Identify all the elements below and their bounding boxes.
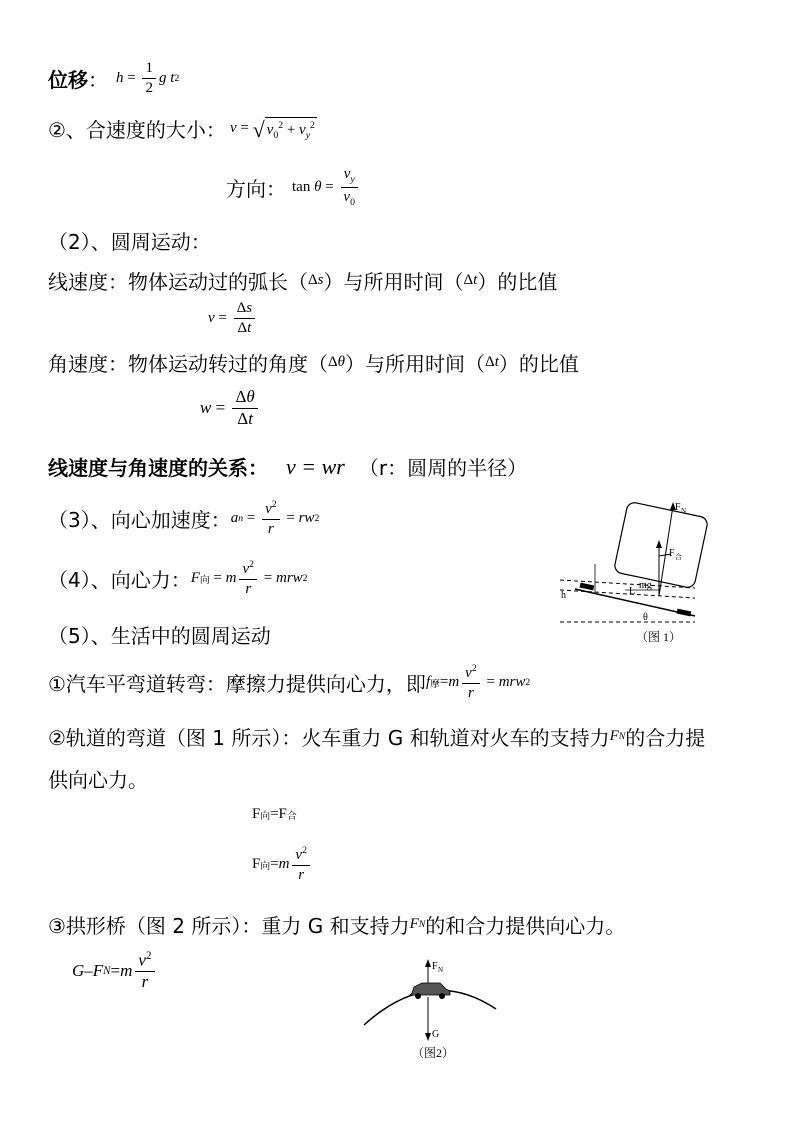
figure-2-caption: （图2） <box>412 1046 455 1060</box>
fn-symbol: F N <box>609 728 626 744</box>
circular-motion-heading <box>48 226 211 255</box>
centripetal-acceleration-formula: a n = $\frac{v^2}{r}$ = rw 2 <box>230 499 320 537</box>
rail-curve-text-a: ②轨道的弯道（图 1 所示）：火车重力 G 和轨道对火车的支持力 <box>48 726 610 750</box>
linear-velocity-formula: v = $\frac{\Delta s}{\Delta t}$ <box>208 300 258 336</box>
angular-velocity-formula: w = $\frac{\Delta\theta}{\Delta t}$ <box>200 388 261 428</box>
resultant-velocity-label: ②、合速度的大小： <box>48 118 226 142</box>
daily-life-heading <box>48 620 271 649</box>
svg-text:L: L <box>629 586 636 597</box>
fn-symbol-2: F N <box>409 916 426 932</box>
arch-bridge-text-b: 的和合力提供向心力。 <box>425 914 626 938</box>
centripetal-acceleration-label: （3）、向心加速度： <box>48 508 231 532</box>
car-turn-label: ①汽车平弯道转弯：摩擦力提供向心力，即 <box>48 672 426 696</box>
circular-motion-label: （2）、圆周运动： <box>48 230 211 254</box>
displacement-line <box>48 60 179 96</box>
rail-force-formula: F 向 = m $\frac{v^2}{r}$ <box>252 846 313 883</box>
linear-velocity-text-c: ）的比值 <box>477 270 558 294</box>
svg-text:F: F <box>432 961 438 972</box>
centripetal-force-line <box>48 560 308 597</box>
angular-velocity-text-c: ）的比值 <box>498 352 579 376</box>
svg-text:G: G <box>432 1029 440 1040</box>
centripetal-acceleration-line <box>48 500 319 537</box>
rail-curve-line <box>48 722 705 751</box>
centripetal-force-label: （4）、向心力： <box>48 568 191 592</box>
friction-formula: f 摩 = m $\frac{v^2}{r}$ = mrw 2 <box>425 663 531 701</box>
linear-velocity-text-b: ）与所用时间（ <box>323 270 464 294</box>
angular-velocity-text-a: 角速度：物体运动转过的角度（ <box>48 352 328 376</box>
direction-formula: tan θ = $\frac{v_y}{v_0}$ <box>292 166 361 208</box>
svg-text:N: N <box>681 507 687 515</box>
delta-t-2: Δ t <box>485 354 499 370</box>
delta-theta: Δ θ <box>328 354 346 370</box>
linear-velocity-text-a: 线速度：物体运动过的弧长（ <box>48 270 308 294</box>
resultant-velocity-line <box>48 114 317 143</box>
svg-text:F: F <box>675 502 681 513</box>
figure-1 <box>555 494 715 644</box>
arch-bridge-line <box>48 910 625 939</box>
direction-label: 方向： <box>226 176 286 201</box>
svg-text:F: F <box>669 548 675 559</box>
svg-text:N: N <box>438 966 444 974</box>
relation-note: （r：圆周的半径） <box>358 456 528 480</box>
rail-curve-text-c: 供向心力。 <box>48 768 148 792</box>
rail-curve-text-b: 的合力提 <box>625 726 706 750</box>
rail-curve-line-2 <box>48 764 148 793</box>
resultant-velocity-formula: v = √ $v_0^2 + v_y^2$ <box>229 116 315 142</box>
figure-1-caption: （图 1） <box>636 630 682 644</box>
svg-text:θ: θ <box>643 612 648 623</box>
delta-t: Δ t <box>463 272 478 288</box>
car-turn-line <box>48 664 530 701</box>
displacement-label: 位移 <box>48 67 88 92</box>
svg-text:mg: mg <box>639 580 652 591</box>
svg-text:合: 合 <box>675 553 682 561</box>
delta-s: Δ s <box>308 272 324 288</box>
direction-line <box>226 166 361 208</box>
colon: ： <box>88 67 108 92</box>
relation-formula: v = wr <box>286 453 345 479</box>
linear-velocity-line <box>48 266 557 295</box>
relation-label: 线速度与角速度的关系： <box>48 456 268 480</box>
daily-life-label: （5）、生活中的圆周运动 <box>48 624 271 648</box>
displacement-formula: h = $\frac{1}{2}$ g t 2 <box>116 60 180 96</box>
svg-text:h: h <box>561 590 566 601</box>
figure-2 <box>360 955 510 1055</box>
angular-velocity-text-b: ）与所用时间（ <box>345 352 486 376</box>
rail-force-equation: F 向 =F 合 <box>252 806 297 822</box>
arch-bridge-text-a: ③拱形桥（图 2 所示）：重力 G 和支持力 <box>48 914 410 938</box>
relation-line <box>48 452 527 481</box>
centripetal-force-formula: F 向 = m $\frac{v^2}{r}$ = mrw 2 <box>190 559 308 597</box>
arch-bridge-formula: G – F N = m $\frac{v^2}{r}$ <box>72 950 158 992</box>
angular-velocity-line <box>48 348 579 377</box>
